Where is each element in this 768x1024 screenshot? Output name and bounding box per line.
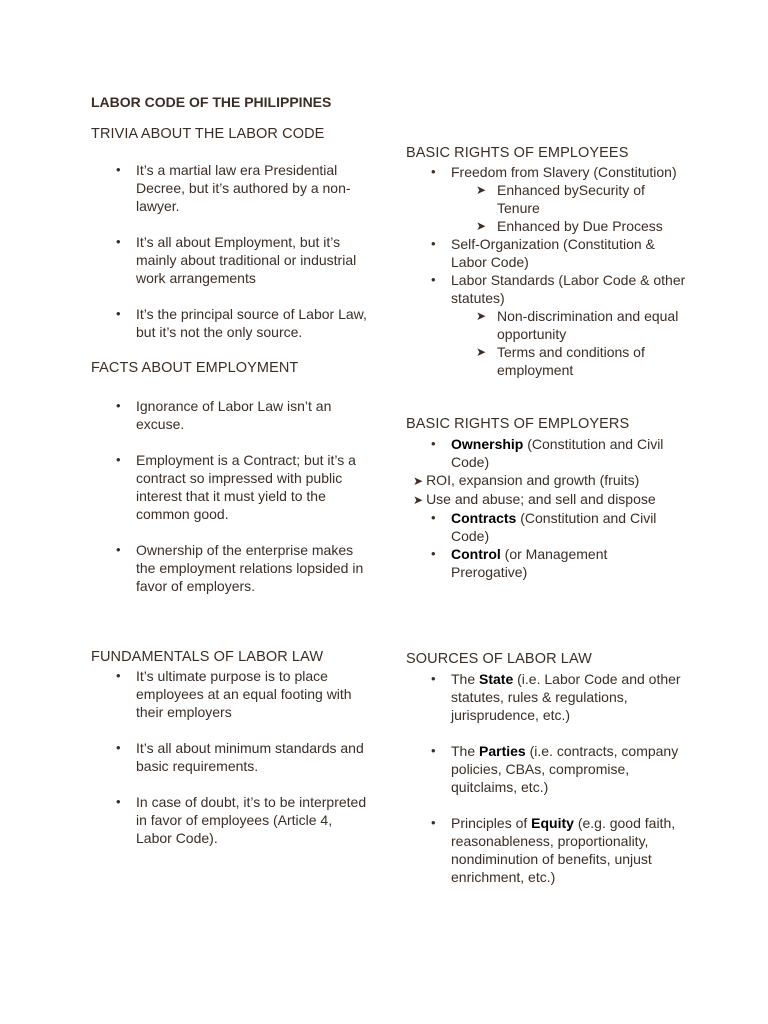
list-item: • It’s a martial law era Presidential Decree, but it’s authored by a non-lawyer. [91, 161, 371, 215]
sub-list-item: ➤ ROI, expansion and growth (fruits) [413, 472, 640, 488]
fundamentals-list [91, 667, 371, 847]
list-item-control [406, 545, 686, 581]
list-item: • Labor Standards (Labor Code & other statutes) [406, 271, 686, 307]
control-detail: (or Management Prerogative) [451, 546, 608, 580]
arrow-bullet-icon: ➤ [413, 474, 424, 488]
facts-heading: FACTS ABOUT EMPLOYMENT [91, 360, 299, 376]
list-item: • In case of doubt, it’s to be interpreted in favor of employees (Article 4, Labor Code). [91, 793, 371, 847]
list-item: • It’s all about minimum standards and basic requirements. [91, 739, 371, 775]
list-item-equity: • Principles of Equity (e.g. good faith, reasonableness, proportionality, nondiminution of benefits, unjust enrichment, etc.) [406, 814, 686, 886]
sub-list-item: ➤ Enhanced by Due Process [406, 217, 686, 235]
ownership-label: Ownership [451, 436, 524, 452]
employees-heading: BASIC RIGHTS OF EMPLOYEES [406, 145, 629, 161]
trivia-list [91, 161, 371, 341]
list-item: • Freedom from Slavery (Constitution) [406, 163, 686, 181]
list-item: • It’s all about Employment, but it’s mainly about traditional or industrial work arrangements [91, 233, 371, 287]
list-item: • Employment is a Contract; but it’s a contract so impressed with public interest that it must yield to the common good. [91, 451, 371, 523]
state-label: State [479, 671, 514, 687]
document-title: LABOR CODE OF THE PHILIPPINES [91, 94, 332, 110]
sub-list-item: ➤ Terms and conditions of employment [406, 343, 686, 379]
list-item-contracts [406, 509, 686, 545]
parties-label: Parties [479, 743, 526, 759]
arrow-bullet-icon: ➤ [413, 493, 424, 507]
contracts-label: Contracts [451, 510, 517, 526]
control-label: Control [451, 546, 501, 562]
fundamentals-heading: FUNDAMENTALS OF LABOR LAW [91, 649, 324, 665]
list-item: • Self-Organization (Constitution & Labor Code) [406, 235, 686, 271]
ownership-detail: (Constitution and Civil Code) [451, 436, 664, 470]
list-item: • It’s the principal source of Labor Law, but it’s not the only source. [91, 305, 371, 341]
list-item: • Ownership of the enterprise makes the employment relations lopsided in favor of employers. [91, 541, 371, 595]
sub-list-item: ➤ Enhanced bySecurity of Tenure [406, 181, 686, 217]
sources-heading: SOURCES OF LABOR LAW [406, 651, 592, 667]
list-item-ownership [406, 435, 686, 471]
sub-list-item: ➤ Use and abuse; and sell and dispose [413, 491, 656, 507]
list-item-parties: • The Parties (i.e. contracts, company policies, CBAs, compromise, quitclaims, etc.) [406, 742, 686, 796]
sources-list [406, 670, 686, 886]
facts-list [91, 397, 371, 595]
list-item: • It’s ultimate purpose is to place employees at an equal footing with their employers [91, 667, 371, 721]
list-item: • Ignorance of Labor Law isn’t an excuse. [91, 397, 371, 433]
employers-list [406, 435, 686, 581]
employees-list [406, 163, 686, 379]
list-item-state: • The State (i.e. Labor Code and other statutes, rules & regulations, jurisprudence, etc.) [406, 670, 686, 724]
trivia-heading: TRIVIA ABOUT THE LABOR CODE [91, 126, 325, 142]
employers-heading: BASIC RIGHTS OF EMPLOYERS [406, 416, 630, 432]
contracts-detail: (Constitution and Civil Code) [451, 510, 657, 544]
sub-list-item: ➤ Non-discrimination and equal opportunity [406, 307, 686, 343]
equity-label: Equity [531, 815, 574, 831]
